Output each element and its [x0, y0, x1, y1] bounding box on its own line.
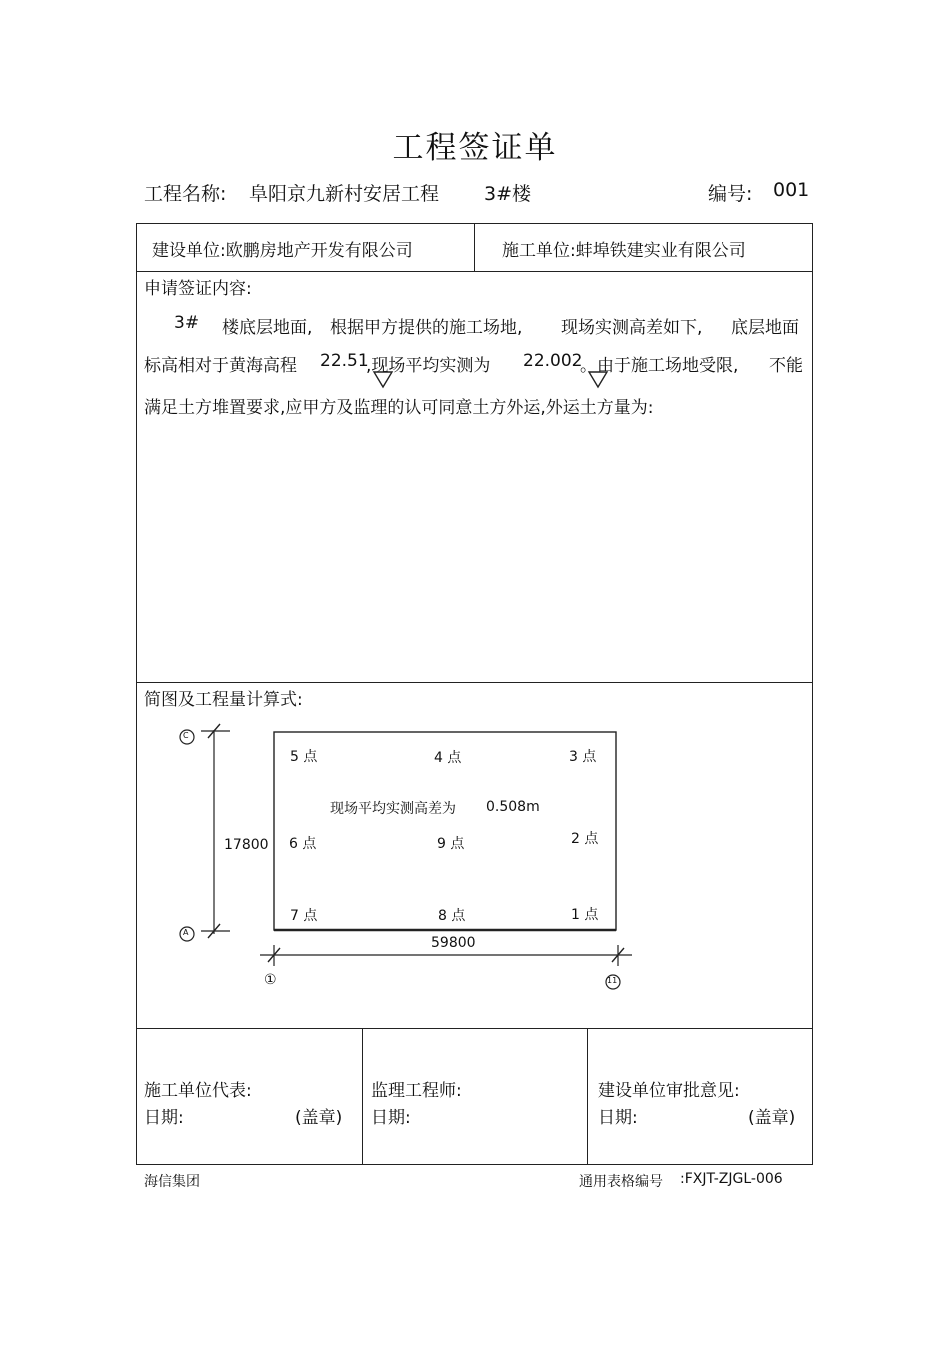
document-title: 工程签证单	[392, 130, 558, 166]
axis-11-label: 11	[607, 976, 618, 985]
contractor-unit: 施工单位:蚌埠铁建实业有限公司	[502, 241, 746, 261]
owner-opinion-label: 建设单位审批意见:	[598, 1081, 740, 1101]
col-divider	[587, 1028, 588, 1165]
average-height-label: 现场平均实测高差为	[330, 801, 456, 817]
col-divider	[362, 1028, 363, 1165]
request-label: 申请签证内容:	[144, 279, 252, 299]
supervisor-date-label: 日期:	[371, 1108, 411, 1128]
survey-point-9: 9 点	[437, 836, 465, 852]
row-divider	[136, 271, 813, 272]
request-text: 楼底层地面,	[222, 318, 313, 338]
survey-point-4: 4 点	[434, 750, 462, 766]
number-label: 编号:	[708, 183, 753, 205]
footer-company: 海信集团	[144, 1174, 200, 1190]
request-text: 标高相对于黄海高程	[144, 356, 297, 376]
axis-a-label: A	[183, 928, 189, 937]
owner-date-label: 日期:	[598, 1108, 638, 1128]
project-building: 3#楼	[484, 183, 532, 205]
row-divider	[136, 1028, 813, 1029]
contractor-date-label: 日期:	[144, 1108, 184, 1128]
sketch-label: 简图及工程量计算式:	[144, 690, 303, 710]
survey-point-8: 8 点	[438, 908, 466, 924]
survey-point-3: 3 点	[569, 749, 597, 765]
average-height-value: 0.508m	[486, 799, 540, 815]
col-divider	[474, 223, 475, 271]
contractor-seal: (盖章)	[295, 1108, 343, 1128]
row-divider	[136, 682, 813, 683]
request-text: 3#	[174, 313, 200, 333]
survey-point-5: 5 点	[290, 749, 318, 765]
owner-unit: 建设单位:欧鹏房地产开发有限公司	[152, 241, 413, 261]
contractor-rep-label: 施工单位代表:	[144, 1081, 252, 1101]
survey-point-6: 6 点	[289, 836, 317, 852]
number-value: 001	[773, 179, 810, 201]
project-name-label: 工程名称:	[144, 183, 227, 205]
request-text: 不能	[769, 356, 803, 376]
dimension-horizontal: 59800	[431, 935, 476, 951]
request-text: 底层地面	[731, 318, 799, 338]
elevation-measured: 22.002	[523, 351, 583, 371]
request-text: 现场实测高差如下,	[561, 318, 703, 338]
footer-form-code: :FXJT-ZJGL-006	[680, 1171, 783, 1187]
request-text: ,现场平均实测为	[366, 356, 491, 376]
supervisor-label: 监理工程师:	[371, 1081, 462, 1101]
survey-point-1: 1 点	[571, 907, 599, 923]
footer-form-label: 通用表格编号	[579, 1174, 663, 1190]
request-text: 满足土方堆置要求,应甲方及监理的认可同意土方外运,外运土方量为:	[144, 398, 654, 418]
survey-point-7: 7 点	[290, 908, 318, 924]
request-text: 根据甲方提供的施工场地,	[330, 318, 523, 338]
axis-1-label: ①	[264, 972, 277, 988]
request-text: 。由于施工场地受限,	[580, 356, 739, 376]
axis-c-label: C	[183, 731, 189, 740]
dimension-vertical: 17800	[224, 837, 269, 853]
survey-point-2: 2 点	[571, 831, 599, 847]
elevation-yellow-sea: 22.51	[320, 351, 369, 371]
project-name-value: 阜阳京九新村安居工程	[249, 183, 440, 205]
owner-seal: (盖章)	[748, 1108, 796, 1128]
